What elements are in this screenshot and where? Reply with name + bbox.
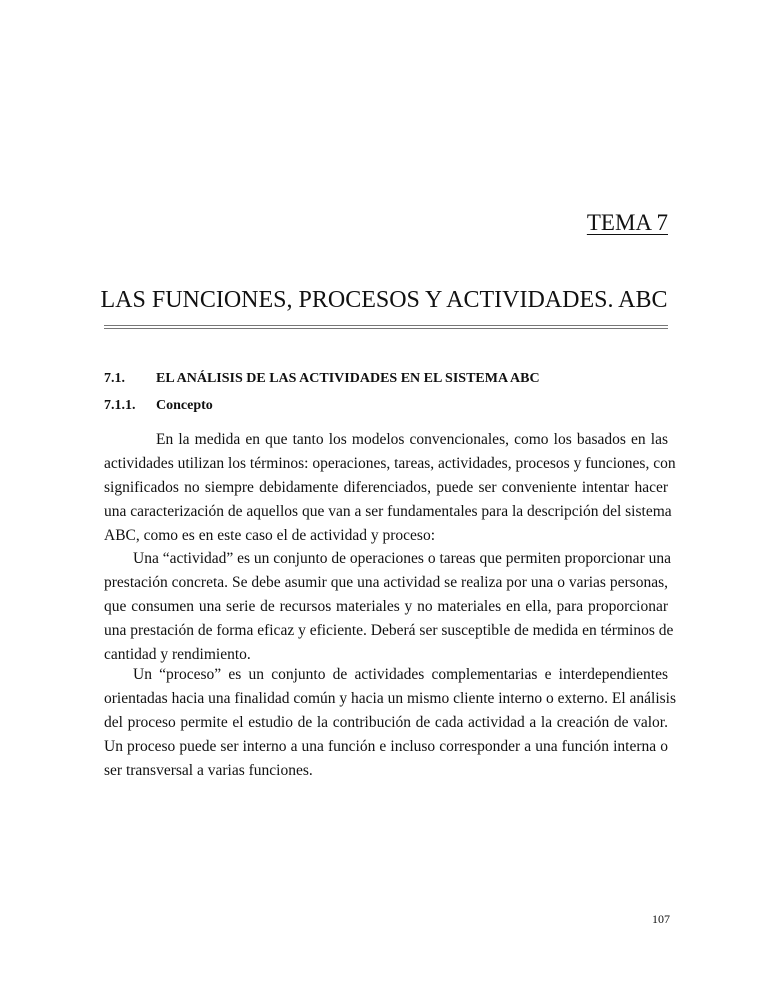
section-number: 7.1. xyxy=(104,371,125,386)
chapter-title: LAS FUNCIONES, PROCESOS Y ACTIVIDADES. ABC xyxy=(100,287,668,313)
text-line: orientadas hacia una finalidad común y hacia un mismo cliente interno o externo. El análisis xyxy=(104,690,677,707)
text-line: actividades utilizan los términos: operaciones, tareas, actividades, procesos y funciones, con xyxy=(104,455,676,472)
chapter-label: TEMA 7 xyxy=(586,210,668,235)
text-line: En la medida en que tanto los modelos convencionales, como los basados en las xyxy=(156,431,668,448)
text-line: una caracterización de aquellos que van a ser fundamentales para la descripción del sistema xyxy=(104,503,672,520)
text-line: Un proceso puede ser interno a una función e incluso corresponder a una función interna o xyxy=(104,738,668,755)
text-line: Un “proceso” es un conjunto de actividades complementarias e interdependientes xyxy=(133,666,668,683)
text-line: cantidad y rendimiento. xyxy=(104,646,251,663)
text-line: ser transversal a varias funciones. xyxy=(104,762,313,779)
text-line: del proceso permite el estudio de la contribución de cada actividad a la creación de valor. xyxy=(104,714,668,731)
text-line: ABC, como es en este caso el de actividad y proceso: xyxy=(104,527,435,544)
text-line: prestación concreta. Se debe asumir que una actividad se realiza por una o varias personas, xyxy=(104,574,668,591)
text-line: una prestación de forma eficaz y eficiente. Deberá ser susceptible de medida en términos de xyxy=(104,622,674,639)
text-line: significados no siempre debidamente diferenciados, puede ser conveniente intentar hacer xyxy=(104,479,668,496)
subsection-title: Concepto xyxy=(156,398,213,413)
text-line: Una “actividad” es un conjunto de operaciones o tareas que permiten proporcionar una xyxy=(133,550,671,567)
double-rule-divider xyxy=(104,325,668,329)
page-number: 107 xyxy=(652,912,670,926)
section-title: EL ANÁLISIS DE LAS ACTIVIDADES EN EL SISTEMA ABC xyxy=(156,371,540,386)
subsection-number: 7.1.1. xyxy=(104,398,136,413)
text-line: que consumen una serie de recursos materiales y no materiales en ella, para proporcionar xyxy=(104,598,668,615)
